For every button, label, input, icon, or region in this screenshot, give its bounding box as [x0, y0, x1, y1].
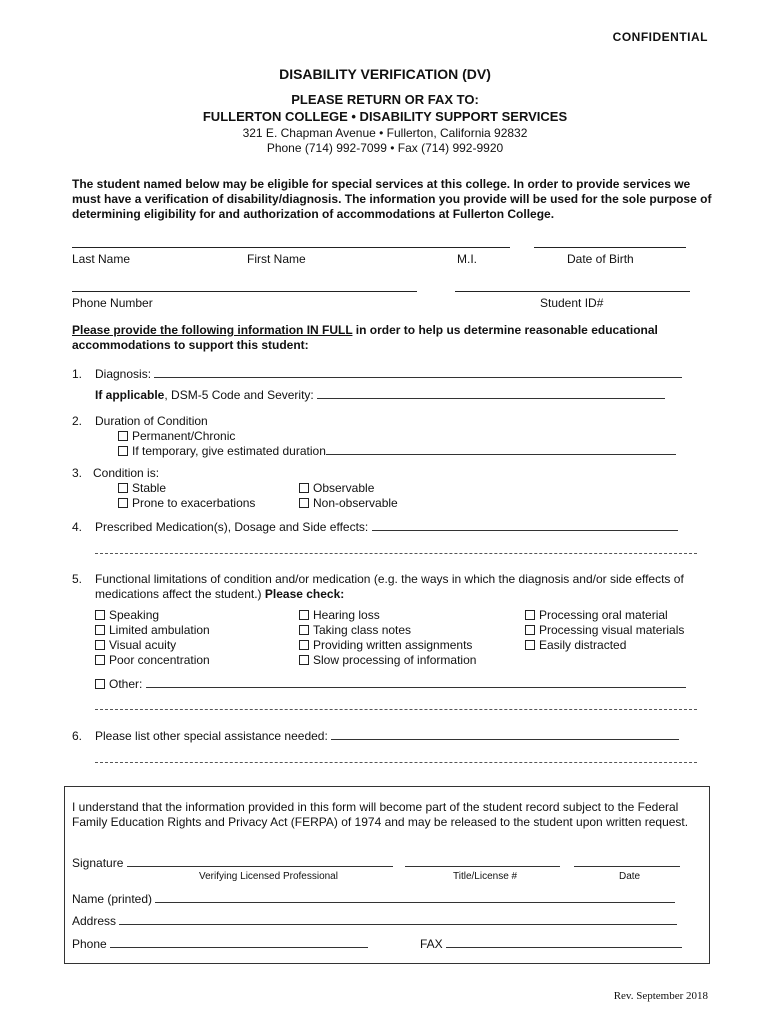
instructions-rest: in order to help us determine reasonable educational accommodations to support this student: — [72, 323, 658, 352]
q1-applicable-bold: If applicable — [95, 388, 165, 402]
checkbox-icon[interactable] — [299, 610, 309, 620]
checkbox-icon[interactable] — [95, 610, 105, 620]
limitation-speaking[interactable] — [95, 608, 210, 623]
q3-number: 3. — [72, 466, 83, 480]
q1-number: 1. — [72, 367, 83, 381]
q2-opt-permanent[interactable] — [118, 429, 235, 444]
limitation-ambulation[interactable] — [95, 623, 210, 638]
verifying-professional-caption: Verifying Licensed Professional — [199, 871, 338, 882]
revision-date: Rev. September 2018 — [613, 990, 708, 1002]
checkbox-icon[interactable] — [118, 431, 128, 441]
q6-number: 6. — [72, 729, 83, 743]
first-name-label: First Name — [247, 252, 306, 266]
address-label: Address — [72, 914, 117, 928]
q5-number: 5. — [72, 572, 83, 586]
q4-row — [95, 520, 695, 535]
signature-row — [72, 856, 702, 871]
q3-opt-stable[interactable] — [118, 481, 166, 496]
q6-label: Please list other special assistance needed: — [95, 729, 328, 743]
fax-row — [420, 937, 690, 952]
checkbox-icon[interactable] — [299, 640, 309, 650]
limitation-class-notes[interactable] — [299, 623, 476, 638]
limitation-label: Visual acuity — [109, 638, 177, 652]
q6-row — [95, 729, 695, 744]
q2-opt1-label: Permanent/Chronic — [132, 429, 236, 443]
limitation-label: Speaking — [109, 608, 160, 622]
signature-field[interactable] — [127, 856, 393, 867]
limitation-visual-materials[interactable] — [525, 623, 684, 638]
q2-opt2-label: If temporary, give estimated duration — [132, 444, 326, 458]
fax-field[interactable] — [446, 937, 682, 948]
assistance-field-line2[interactable] — [95, 762, 697, 763]
mi-label: M.I. — [457, 252, 477, 266]
limitation-label: Taking class notes — [313, 623, 412, 637]
q4-label: Prescribed Medication(s), Dosage and Side effects: — [95, 520, 369, 534]
limitation-label: Providing written assignments — [313, 638, 473, 652]
q1-applicable-row — [95, 388, 687, 403]
q5-label-bold: Please check: — [264, 587, 345, 601]
name-line[interactable] — [72, 247, 510, 248]
phone-field[interactable] — [110, 937, 368, 948]
q3-opt-observable[interactable] — [299, 481, 374, 496]
checkbox-icon[interactable] — [299, 625, 309, 635]
title-license-caption: Title/License # — [453, 871, 518, 882]
limitation-concentration[interactable] — [95, 653, 210, 668]
intro-paragraph: The student named below may be eligible for special services at this college. In order to provide services we must have a verification of disability/diagnosis. The information you provide will be used for the sole purpose of determining eligibility for and authorization of accommodations at Fullerton College. — [72, 177, 712, 221]
q5-other-row[interactable] — [95, 677, 695, 692]
q1-applicable-rest: , DSM-5 Code and Severity: — [164, 388, 314, 402]
last-name-label: Last Name — [72, 252, 131, 266]
limitation-oral-material[interactable] — [525, 608, 684, 623]
limitation-label: Limited ambulation — [109, 623, 210, 637]
phone-number-label: Phone Number — [72, 296, 153, 310]
duration-field[interactable] — [326, 444, 676, 455]
other-label: Other: — [109, 677, 143, 691]
q1-row — [95, 367, 687, 382]
return-instruction: PLEASE RETURN OR FAX TO: — [291, 92, 479, 107]
checkbox-icon[interactable] — [299, 655, 309, 665]
assistance-field[interactable] — [331, 729, 679, 740]
date-caption: Date — [619, 871, 641, 882]
q4-number: 4. — [72, 520, 83, 534]
limitation-slow-processing[interactable] — [299, 653, 476, 668]
checkbox-icon[interactable] — [118, 446, 128, 456]
dob-line[interactable] — [534, 247, 686, 248]
q3-nonobservable-label: Non-observable — [313, 496, 398, 510]
checkbox-icon[interactable] — [525, 640, 535, 650]
college-department: FULLERTON COLLEGE • DISABILITY SUPPORT SERVICES — [202, 109, 568, 124]
form-title: DISABILITY VERIFICATION (DV) — [279, 66, 491, 82]
limitation-label: Processing oral material — [539, 608, 668, 622]
signature-label: Signature — [72, 856, 124, 870]
fax-label: FAX — [420, 937, 443, 951]
limitation-distracted[interactable] — [525, 638, 684, 653]
phone-line[interactable] — [72, 291, 417, 292]
other-field[interactable] — [146, 677, 686, 688]
name-printed-label: Name (printed) — [72, 892, 153, 906]
checkbox-icon[interactable] — [525, 610, 535, 620]
instructions — [72, 323, 712, 353]
q1-label: Diagnosis: — [95, 367, 152, 381]
checkbox-icon[interactable] — [118, 498, 128, 508]
consent-text: I understand that the information provided in this form will become part of the student record subject to the Federal Family Education Rights and Privacy Act (FERPA) of 1974 and may be released to the student upon written request. — [72, 800, 689, 829]
phone-row — [72, 937, 372, 952]
college-address: 321 E. Chapman Avenue • Fullerton, California 92832 — [242, 126, 528, 140]
phone-label: Phone — [72, 937, 107, 951]
dsm5-field[interactable] — [317, 388, 665, 399]
checkbox-icon[interactable] — [95, 625, 105, 635]
other-field-line2[interactable] — [95, 709, 697, 710]
checkbox-icon[interactable] — [95, 655, 105, 665]
name-printed-row — [72, 892, 702, 907]
checkbox-icon[interactable] — [95, 679, 105, 689]
diagnosis-field[interactable] — [154, 367, 682, 378]
limitation-visual-acuity[interactable] — [95, 638, 210, 653]
college-phone-fax: Phone (714) 992-7099 • Fax (714) 992-9920 — [266, 141, 504, 155]
limitation-label: Processing visual materials — [539, 623, 685, 637]
checkbox-icon[interactable] — [299, 483, 309, 493]
q5-col2 — [299, 608, 476, 668]
q2-opt-temporary[interactable] — [118, 444, 698, 459]
checkbox-icon[interactable] — [525, 625, 535, 635]
q2-number: 2. — [72, 414, 83, 428]
instructions-underlined: Please provide the following information IN FULL — [72, 323, 353, 337]
title-license-field[interactable] — [405, 856, 560, 867]
limitation-label: Slow processing of information — [313, 653, 477, 667]
q3-observable-label: Observable — [313, 481, 375, 495]
confidential-label: CONFIDENTIAL — [612, 30, 708, 44]
checkbox-icon[interactable] — [95, 640, 105, 650]
q5-col1 — [95, 608, 210, 668]
limitation-written-assignments[interactable] — [299, 638, 476, 653]
checkbox-icon[interactable] — [299, 498, 309, 508]
date-field[interactable] — [574, 856, 680, 867]
limitation-hearing[interactable] — [299, 608, 476, 623]
student-id-label: Student ID# — [540, 296, 604, 310]
limitation-label: Easily distracted — [539, 638, 627, 652]
address-row — [72, 914, 702, 929]
q3-stable-label: Stable — [132, 481, 167, 495]
q5-col3 — [525, 608, 684, 653]
limitation-label: Hearing loss — [313, 608, 380, 622]
address-field[interactable] — [119, 914, 677, 925]
q5-label-wrap — [95, 572, 710, 602]
q3-label: Condition is: — [93, 466, 160, 480]
q3-prone-label: Prone to exacerbations — [132, 496, 256, 510]
name-printed-field[interactable] — [155, 892, 675, 903]
q3-opt-nonobservable[interactable] — [299, 496, 398, 511]
q5-label: Functional limitations of condition and/or medication (e.g. the ways in which the diagnosis and/or side effects of medications affect the student.) — [95, 572, 684, 601]
checkbox-icon[interactable] — [118, 483, 128, 493]
student-id-line[interactable] — [455, 291, 690, 292]
medication-field[interactable] — [372, 520, 678, 531]
q3-opt-prone[interactable] — [118, 496, 255, 511]
q2-label: Duration of Condition — [95, 414, 208, 428]
limitation-label: Poor concentration — [109, 653, 210, 667]
medication-field-line2[interactable] — [95, 553, 697, 554]
dob-label: Date of Birth — [567, 252, 634, 266]
